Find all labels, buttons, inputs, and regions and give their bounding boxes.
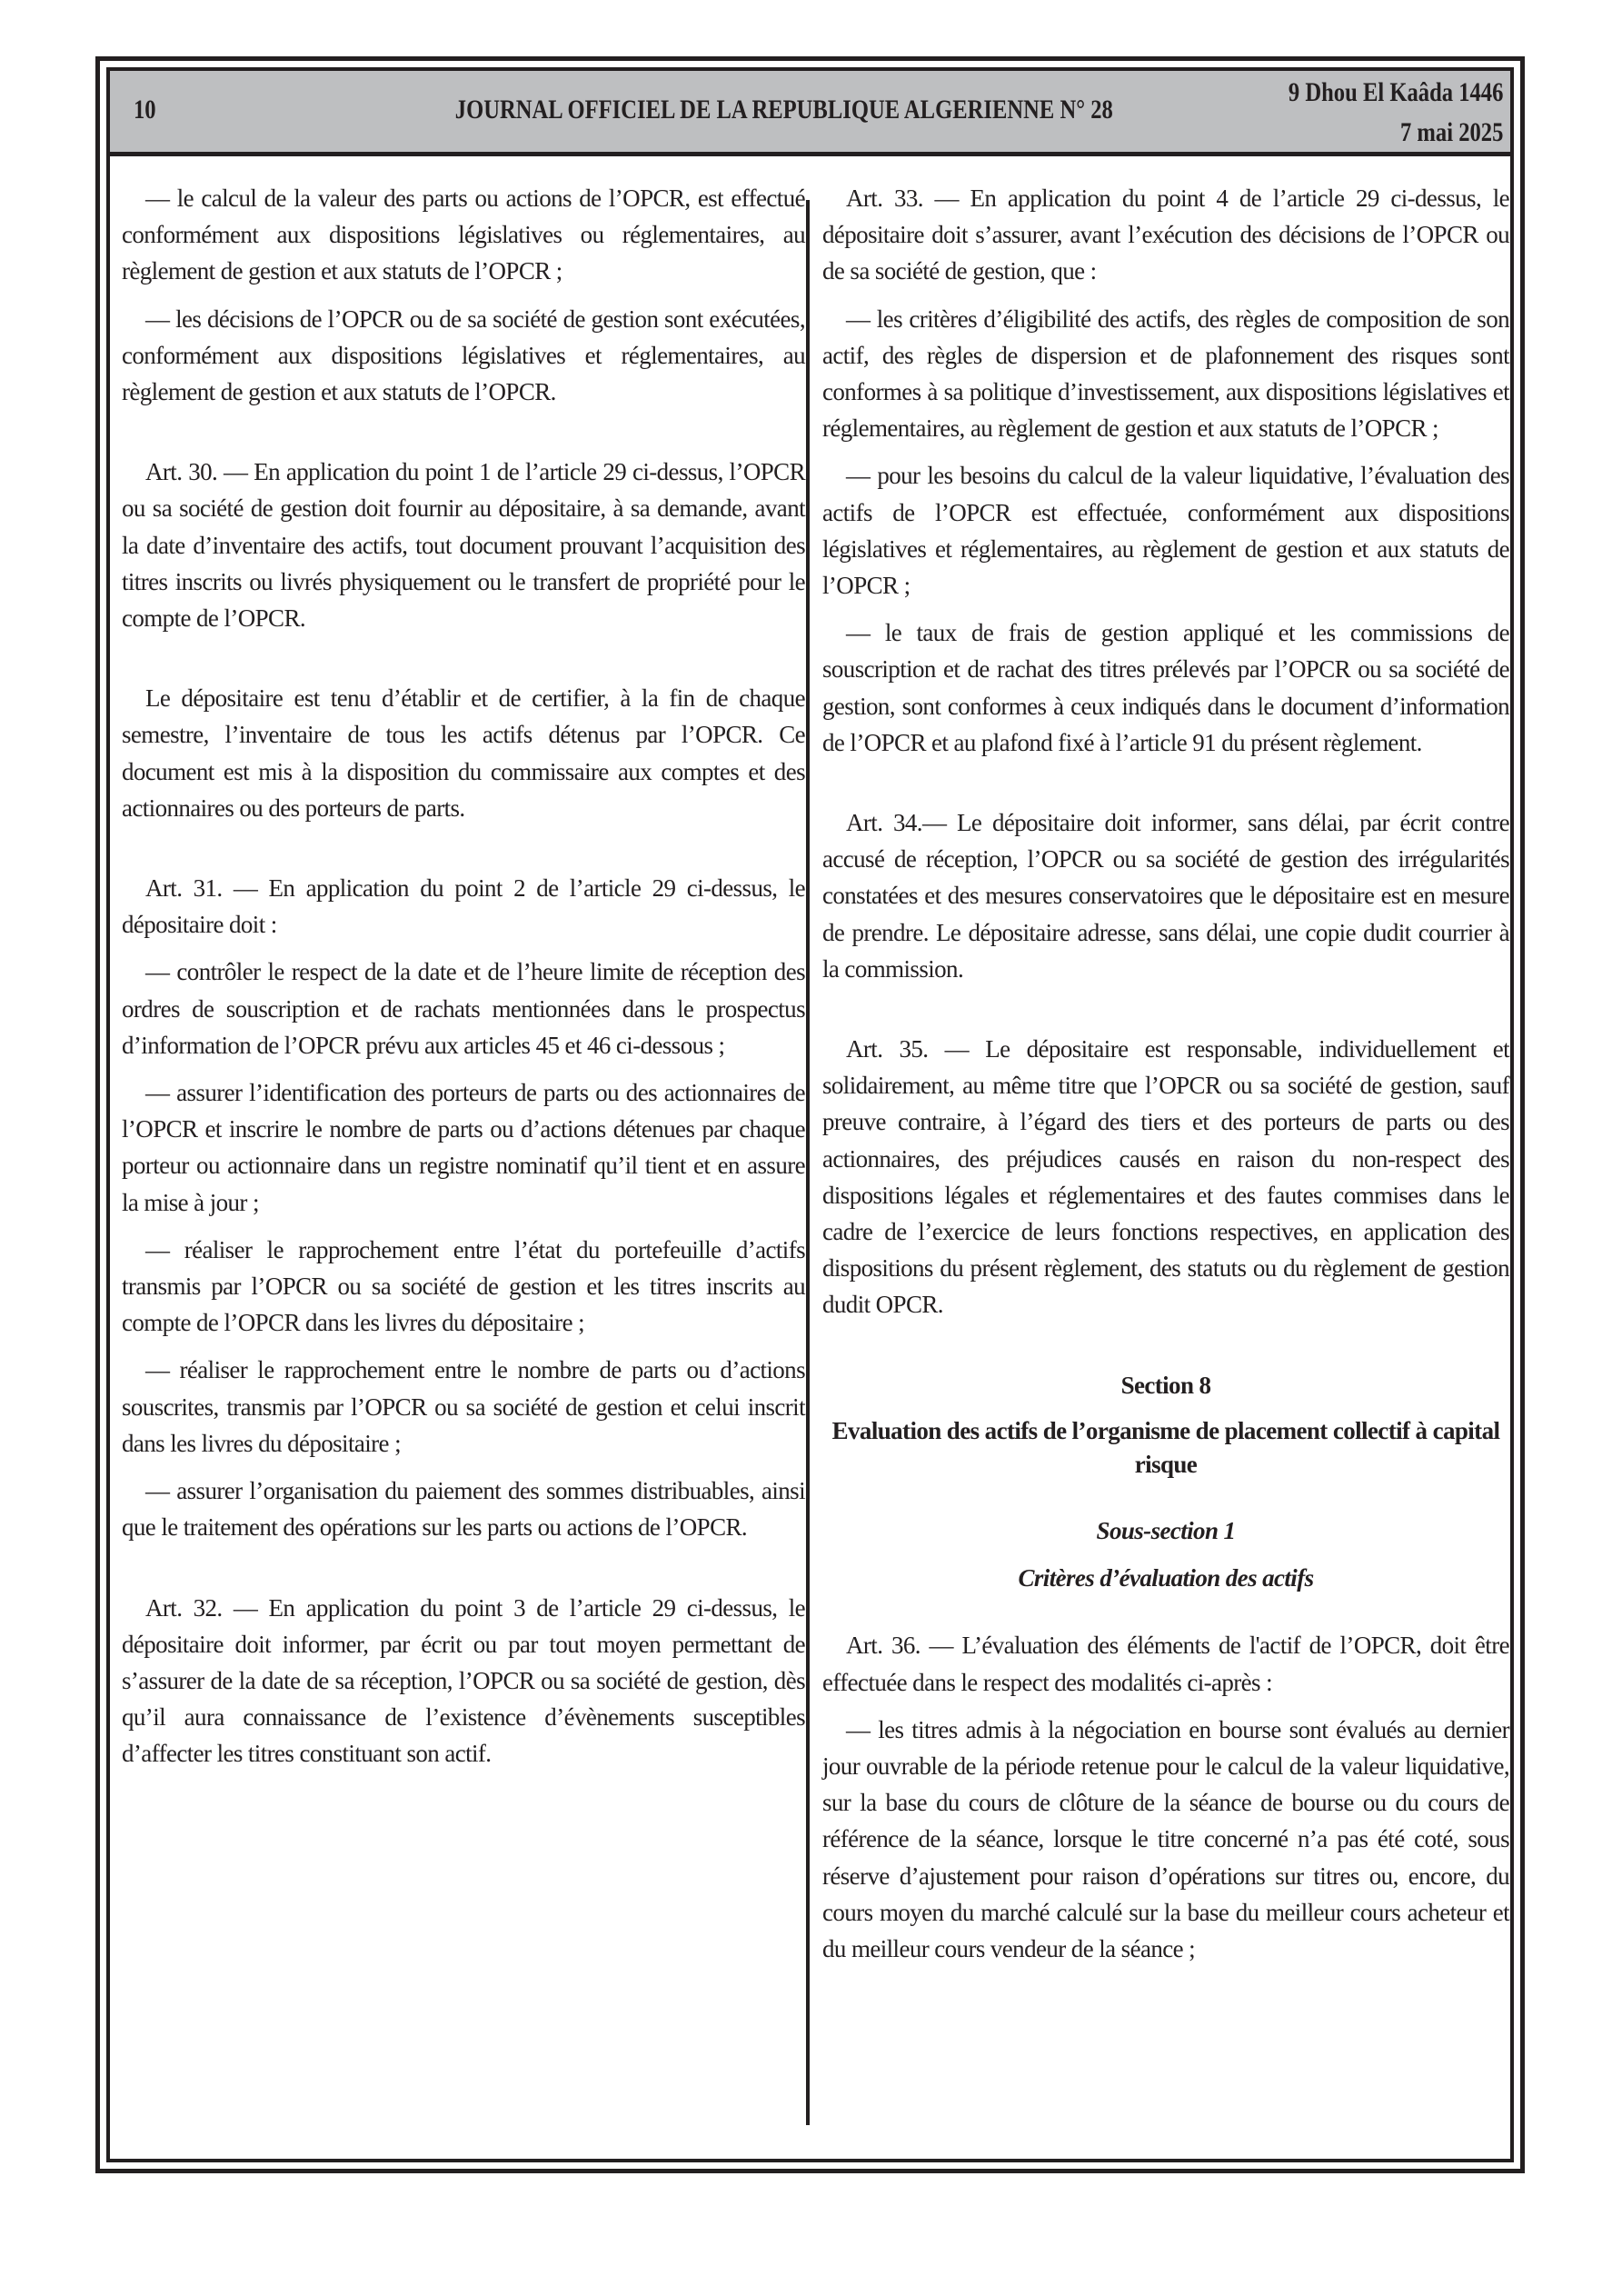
list-item: — assurer l’organisation du paiement des sommes distribuables, ainsi que le traitement des opérations sur les parts ou actions de l’OPCR. bbox=[122, 1477, 805, 1542]
page-frame-outer bbox=[95, 56, 1525, 2173]
journal-title: JOURNAL OFFICIEL DE LA REPUBLIQUE ALGERIENNE N° 28 bbox=[454, 95, 1113, 125]
paragraph: — le calcul de la valeur des parts ou actions de l’OPCR, est effectué conformément aux dispositions législatives ou réglementaires, au règlement de gestion et aux statuts de l’OPCR ; bbox=[122, 185, 805, 285]
list-item: — les critères d’éligibilité des actifs, des règles de composition de son actif, des règles de dispersion et de plafonnement des risques sont conformes à sa politique d’investissement, aux dispositions législatives et réglementaires, au règlement de gestion et aux statuts de l’OPCR ; bbox=[822, 304, 1509, 443]
list-item: — assurer l’identification des porteurs de parts ou des actionnaires de l’OPCR et inscrire le nombre de parts ou d’actions détenues par chaque porteur ou actionnaire dans un registre nominatif qu’il tient et en assure la mise à jour ; bbox=[122, 1079, 805, 1216]
section-title: Evaluation des actifs de l’organisme de placement collectif à capital risque bbox=[831, 1416, 1500, 1478]
list-item: — réaliser le rapprochement entre le nombre de parts ou d’actions souscrites, transmis par l’OPCR ou sa société de gestion et celui inscrit dans les livres du dépositaire ; bbox=[122, 1356, 805, 1457]
page-header bbox=[110, 71, 1510, 156]
subsection-title: Critères d’évaluation des actifs bbox=[1018, 1564, 1314, 1592]
article-34: Art. 34.— Le dépositaire doit informer, sans délai, par écrit contre accusé de réception, l’OPCR ou sa société de gestion des irrégularités constatées et des mesures conservatoires que le dépositaire est en mesure de prendre. Le dépositaire adresse, sans délai, une copie dudit courrier à la commission. bbox=[822, 809, 1509, 983]
list-item: — les titres admis à la négociation en bourse sont évalués au dernier jour ouvrable de la période retenue pour le calcul de la valeur liquidative, sur la base du cours de clôture de la séance de bourse ou du cours de référence de la séance, lorsque le titre concerné n’a pas été coté, sous réserve d’ajustement pour raison d’opérations sur titres ou, encore, du cours moyen du marché calculé sur la base du meilleur cours acheteur et du meilleur cours vendeur de la séance ; bbox=[822, 1715, 1509, 1962]
paragraph: — les décisions de l’OPCR ou de sa société de gestion sont exécutées, conformément aux dispositions législatives et réglementaires, au règlement de gestion et aux statuts de l’OPCR. bbox=[122, 304, 805, 406]
list-item: — le taux de frais de gestion appliqué et les commissions de souscription et de rachat des titres prélevés par l’OPCR ou sa société de gestion, sont conformes à ceux indiqués dans le document d’information de l’OPCR et au plafond fixé à l’article 91 du présent règlement. bbox=[822, 619, 1509, 756]
article-31: Art. 31. — En application du point 2 de l’article 29 ci-dessus, le dépositaire doit : bbox=[122, 874, 805, 939]
subsection-label: Sous-section 1 bbox=[1096, 1516, 1236, 1544]
right-column bbox=[822, 180, 1509, 1978]
paragraph: Le dépositaire est tenu d’établir et de certifier, à la fin de chaque semestre, l’inventaire de tous les actifs détenus par l’OPCR. Ce document est mis à la disposition du commissaire aux comptes et des actionnaires ou des porteurs de parts. bbox=[122, 684, 805, 822]
article-30: Art. 30. — En application du point 1 de l’article 29 ci-dessus, l’OPCR ou sa société de gestion doit fournir au dépositaire, à sa demande, avant la date d’inventaire des actifs, tout document prouvant l’acquisition des titres inscrits ou livrés physiquement ou le transfert de propriété pour le compte de l’OPCR. bbox=[122, 458, 805, 633]
page-number: 10 bbox=[134, 95, 156, 125]
section-label: Section 8 bbox=[1120, 1371, 1211, 1399]
page-frame-inner bbox=[106, 67, 1514, 2162]
hijri-date: 9 Dhou El Kaâda 1446 bbox=[1288, 77, 1503, 107]
list-item: — réaliser le rapprochement entre l’état du portefeuille d’actifs transmis par l’OPCR ou sa société de gestion et les titres inscrits au compte de l’OPCR dans les livres du dépositaire ; bbox=[122, 1235, 805, 1337]
article-32: Art. 32. — En application du point 3 de l’article 29 ci-dessus, le dépositaire doit informer, par écrit ou par tout moyen permettant de s’assurer de la date de sa réception, l’OPCR ou sa société de gestion, dès qu’il aura connaissance de l’existence d’évènements susceptibles d’affecter les titres constituant son actif. bbox=[122, 1593, 805, 1768]
list-item: — pour les besoins du calcul de la valeur liquidative, l’évaluation des actifs de l’OPCR est effectuée, conformément aux dispositions législatives et réglementaires, au règlement de gestion et aux statuts de l’OPCR ; bbox=[822, 462, 1509, 600]
article-35: Art. 35. — Le dépositaire est responsable, individuellement et solidairement, au même titre que l’OPCR ou sa société de gestion, sauf preuve contraire, à l’égard des tiers et des porteurs de parts ou des actionnaires, des préjudices causés en raison du non-respect des dispositions légales et réglementaires et des fautes commises dans le cadre de l’exercice de leurs fonctions respectives, en application des dispositions du présent règlement, des statuts ou du règlement de gestion dudit OPCR. bbox=[822, 1035, 1509, 1319]
header-dates bbox=[1289, 73, 1503, 153]
left-column bbox=[122, 180, 805, 1783]
column-divider bbox=[806, 200, 810, 2125]
gregorian-date: 7 mai 2025 bbox=[1399, 117, 1503, 147]
article-33: Art. 33. — En application du point 4 de l’article 29 ci-dessus, le dépositaire doit s’assurer, avant l’exécution des décisions de l’OPCR ou de sa société de gestion, que : bbox=[822, 185, 1509, 285]
list-item: — contrôler le respect de la date et de l’heure limite de réception des ordres de souscription et de rachats mentionnées dans le prospectus d’information de l’OPCR prévu aux articles 45 et 46 ci-dessous ; bbox=[122, 958, 805, 1059]
article-36: Art. 36. — L’évaluation des éléments de l'actif de l’OPCR, doit être effectuée dans le respect des modalités ci-après : bbox=[822, 1632, 1509, 1696]
